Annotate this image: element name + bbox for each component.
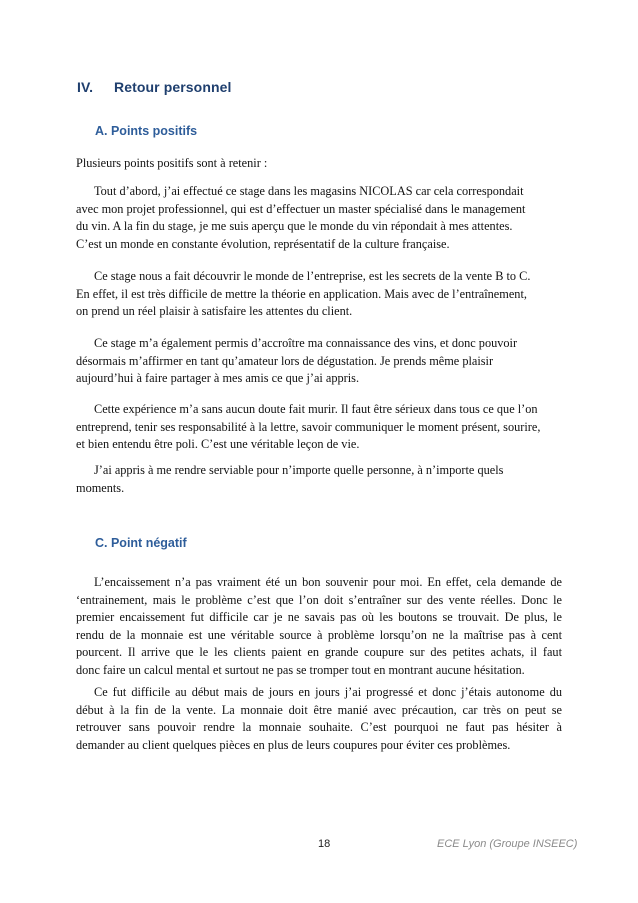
paragraph-line: rendu de la monnaie est une véritable source à problème lorsqu’on ne la maîtrise pas à cent <box>76 627 562 642</box>
paragraph <box>76 401 562 454</box>
paragraph <box>76 335 562 388</box>
paragraph-line: demander au client quelques pièces en plus de leurs coupures pour éviter ces problèmes. <box>76 737 511 752</box>
section-number: IV. <box>77 79 94 95</box>
paragraph-line: avec mon projet professionnel, qui est d’effectuer un master spécialisé dans le management <box>76 201 526 216</box>
paragraph-line: et bien entendu être poli. C’est une véritable leçon de vie. <box>76 437 360 451</box>
paragraph-line: moments. <box>76 480 125 495</box>
paragraph-line: pourcent. Il arrive que le les clients paient en grande coupure sur des petites achats, il faut <box>76 645 562 659</box>
paragraph <box>76 684 562 754</box>
paragraph-line: retrouver sans pouvoir rendre la monnaie souhaite. C’est pourquoi ne faut pas hésiter à <box>76 720 562 734</box>
paragraph-line: donc faire un calcul mental et surtout ne pas se tromper tout en montrant aucune hésitation. <box>76 662 525 677</box>
paragraph-line: Tout d’abord, j’ai effectué ce stage dans les magasins NICOLAS car cela correspondait <box>94 184 524 198</box>
page-number: 18 <box>318 838 331 850</box>
paragraph-line: aujourd’hui à faire partager à mes amis ce que j’ai appris. <box>76 371 360 385</box>
paragraph <box>76 183 562 253</box>
paragraph <box>76 574 562 679</box>
paragraph-line: ‘entrainement, mais le problème c’est que l’on doit s’entraîner sur des vente réelles. Donc le <box>76 592 562 607</box>
subsection-a-heading: A. Points positifs <box>95 124 198 138</box>
paragraph-line: Ce stage m’a également permis d’accroître ma connaissance des vins, et donc pouvoir <box>94 336 518 350</box>
paragraph-line: du vin. A la fin du stage, je me suis aperçu que le monde du vin répondait à mes attentes. <box>76 219 513 233</box>
paragraph-line: premier encaissement fut difficile car je ne savais pas où les boutons se trouvait. De plus, le <box>76 610 562 624</box>
paragraph-line: L’encaissement n’a pas vraiment été un bon souvenir pour moi. En effet, cela demande de <box>94 575 562 589</box>
paragraph-line: Cette expérience m’a sans aucun doute fait murir. Il faut être sérieux dans tous ce que l’on <box>94 402 538 416</box>
intro-text: Plusieurs points positifs sont à retenir : <box>76 156 268 170</box>
paragraph-line: début à la fin de la vente. La monnaie doit être manié avec précaution, car très on peut se <box>76 702 562 717</box>
paragraph-line: Ce stage nous a fait découvrir le monde de l’entreprise, est les secrets de la vente B to C. <box>94 269 531 283</box>
paragraph-line: J’ai appris à me rendre serviable pour n’importe quelle personne, à n’importe quels <box>94 463 504 477</box>
paragraph-line: entreprend, tenir ses responsabilité à la lettre, savoir communiquer le moment présent, sourire, <box>76 419 541 434</box>
paragraph-line: C’est un monde en constante évolution, représentatif de la culture française. <box>76 236 450 251</box>
paragraph <box>76 462 562 497</box>
paragraph-line: Ce fut difficile au début mais de jours en jours j’ai progressé et donc j’étais autonome du <box>94 685 562 699</box>
section-heading <box>77 79 232 95</box>
paragraph <box>76 268 562 321</box>
footer-organization: ECE Lyon (Groupe INSEEC) <box>437 838 578 850</box>
subsection-c-heading: C. Point négatif <box>95 536 187 550</box>
paragraph-line: on prend un réel plaisir à satisfaire les attentes du client. <box>76 304 353 318</box>
paragraph-line: En effet, il est très difficile de mettre la théorie en application. Mais avec de l’entraînement, <box>76 286 527 301</box>
paragraph-line: désormais m’affirmer en tant qu’amateur lors de dégustation. Je prends même plaisir <box>76 353 494 368</box>
section-title: Retour personnel <box>114 79 232 95</box>
